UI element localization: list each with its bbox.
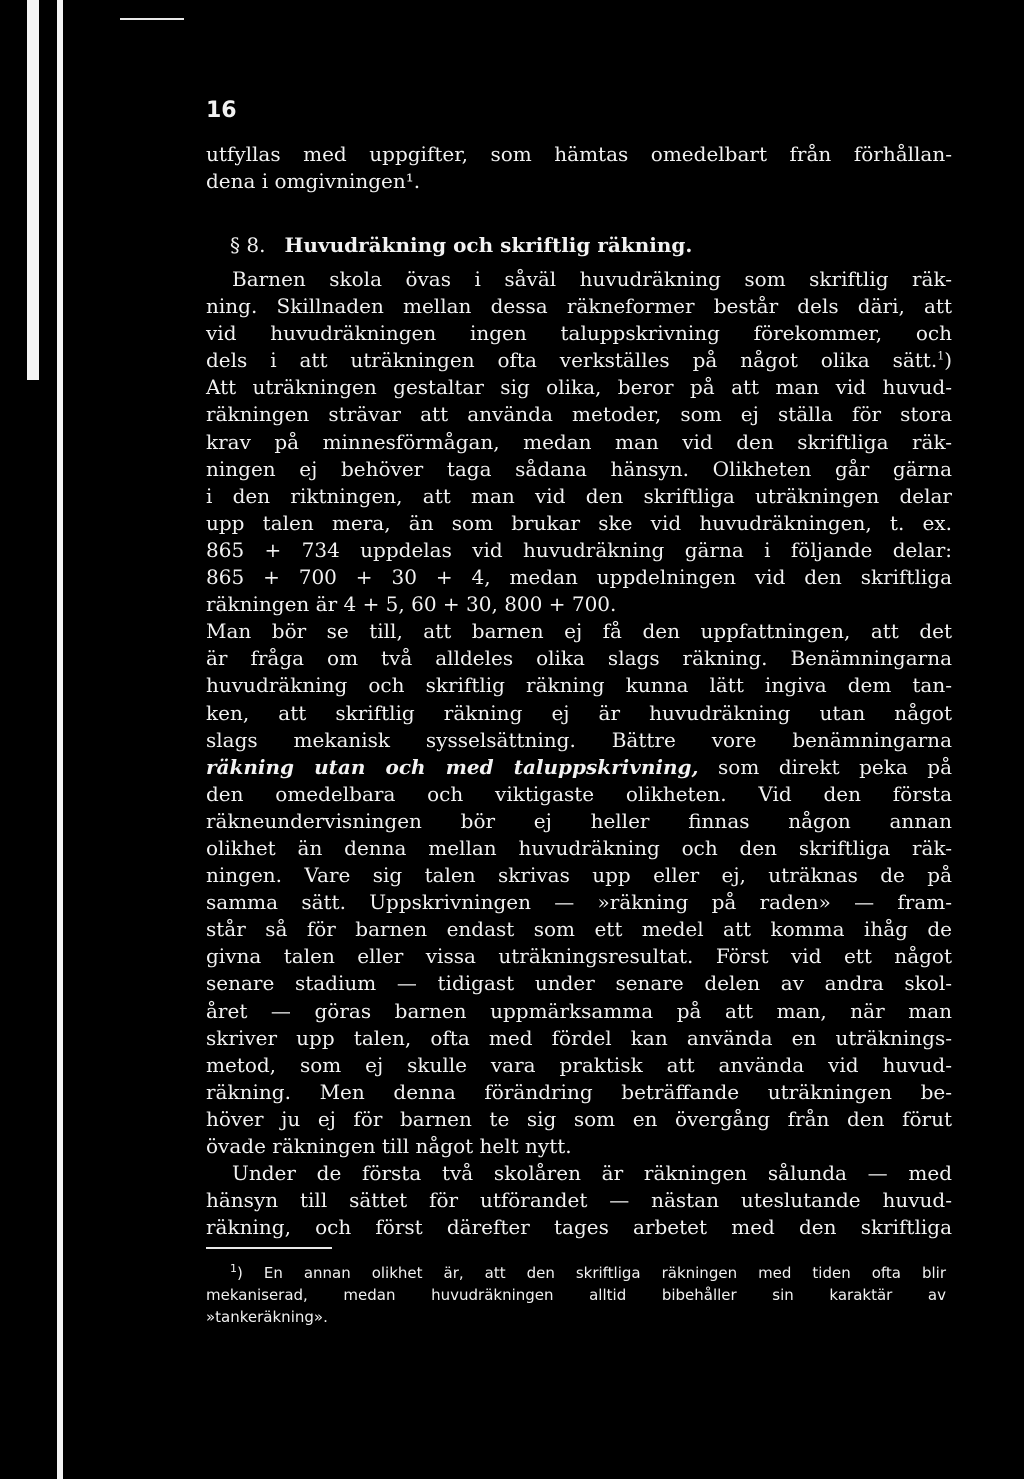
text-line: ken, att skriftlig räkning ej är huvudräkning utan något: [206, 700, 952, 725]
text-line: räkning, och först därefter tages arbetet med den skriftliga: [206, 1215, 952, 1240]
text-line: Man bör se till, att barnen ej få den uppfattningen, att det: [206, 619, 952, 644]
text-line: 865 + 700 + 30 + 4, medan uppdelningen vid den skriftliga: [206, 565, 952, 590]
text-line: utfyllas med uppgifter, som hämtas omedelbart från förhållan-: [206, 142, 952, 166]
text-line: året — göras barnen uppmärksamma på att man, när man: [206, 998, 952, 1023]
text-line: krav på minnesförmågan, medan man vid den skriftliga räk-: [206, 429, 952, 454]
page-edge-line: [57, 0, 63, 1479]
text-line: höver ju ej för barnen te sig som en övergång från den förut: [206, 1106, 952, 1131]
intro-paragraph: [206, 141, 952, 195]
top-rule: [120, 18, 184, 20]
text-line: räkningen strävar att använda metoder, som ej ställa för stora: [206, 402, 952, 427]
text-line: räkneundervisningen bör ej heller finnas någon annan: [206, 808, 952, 833]
text-line: skriver upp talen, ofta med fördel kan använda en uträknings-: [206, 1025, 952, 1050]
text-line: står så för barnen endast som ett medel att komma ihåg de: [206, 917, 952, 942]
text-line: hänsyn till sättet för utförandet — nästan uteslutande huvud-: [206, 1188, 952, 1213]
text-line: räkning utan och med taluppskrivning, som direkt peka på: [206, 754, 952, 779]
text-line: ning. Skillnaden mellan dessa räkneformer består dels däri, att: [206, 294, 952, 319]
text-line: är fråga om två alldeles olika slags räkning. Benämningarna: [206, 646, 952, 671]
section-title: Huvudräkning och skriftlig räkning.: [284, 233, 693, 257]
text-line: vid huvudräkningen ingen taluppskrivning förekommer, och: [206, 321, 952, 346]
page-edge-bar: [27, 0, 39, 380]
text-line: ningen. Vare sig talen skrivas upp eller ej, uträknas de på: [206, 863, 952, 888]
text-line: den omedelbara och viktigaste olikheten. Vid den första: [206, 781, 952, 806]
footnote-line: »tankeräkning».: [206, 1308, 328, 1326]
text-line: dels i att uträkningen ofta verkställes på något olika sätt.$^1$): [206, 348, 952, 373]
text-line: senare stadium — tidigast under senare delen av andra skol-: [206, 971, 952, 996]
text-line: Under de första två skolåren är räkningen sålunda — med: [232, 1161, 952, 1186]
text-line: i den riktningen, att man vid den skriftliga uträkningen delar: [206, 483, 952, 508]
text-line: Att uträkningen gestaltar sig olika, beror på att man vid huvud-: [206, 375, 952, 400]
page-number: 16: [206, 98, 237, 123]
text-line: Barnen skola övas i såväl huvudräkning som skriftlig räk-: [232, 267, 952, 291]
text-line: samma sätt. Uppskrivningen — »räkning på raden» — fram-: [206, 890, 952, 915]
text-line: upp talen mera, än som brukar ske vid huvudräkningen, t. ex.: [206, 510, 952, 535]
text-line: ningen ej behöver taga sådana hänsyn. Olikheten går gärna: [206, 456, 952, 481]
footnote-rule: [206, 1247, 332, 1249]
text-line: slags mekanisk sysselsättning. Bättre vore benämningarna: [206, 727, 952, 752]
footnote-marker: 1: [230, 1262, 237, 1275]
section-symbol: § 8.: [230, 233, 266, 257]
footnote-ref: 1: [937, 349, 945, 363]
section-heading: [206, 232, 952, 259]
footnote-line: mekaniserad, medan huvudräkningen alltid bibehåller sin karaktär av: [206, 1286, 946, 1304]
italic-term: räkning utan och med taluppskrivning,: [206, 754, 699, 779]
body-text: [206, 266, 952, 1241]
footnote-line: $^1$) En annan olikhet är, att den skriftliga räkningen med tiden ofta blir: [230, 1262, 946, 1282]
text-line: räkning. Men denna förändring beträffande uträkningen be-: [206, 1079, 952, 1104]
text-line: dena i omgivningen¹.: [206, 169, 421, 194]
text-line: metod, som ej skulle vara praktisk att använda vid huvud-: [206, 1052, 952, 1077]
text-line: olikhet än denna mellan huvudräkning och den skriftliga räk-: [206, 835, 952, 860]
text-line: räkningen är 4 + 5, 60 + 30, 800 + 700.: [206, 592, 617, 617]
text-line: givna talen eller vissa uträkningsresultat. Först vid ett något: [206, 944, 952, 969]
footnote: [206, 1262, 946, 1328]
text-line: 865 + 734 uppdelas vid huvudräkning gärna i följande delar:: [206, 537, 952, 562]
text-line: övade räkningen till något helt nytt.: [206, 1134, 572, 1158]
text-line: huvudräkning och skriftlig räkning kunna lätt ingiva dem tan-: [206, 673, 952, 698]
